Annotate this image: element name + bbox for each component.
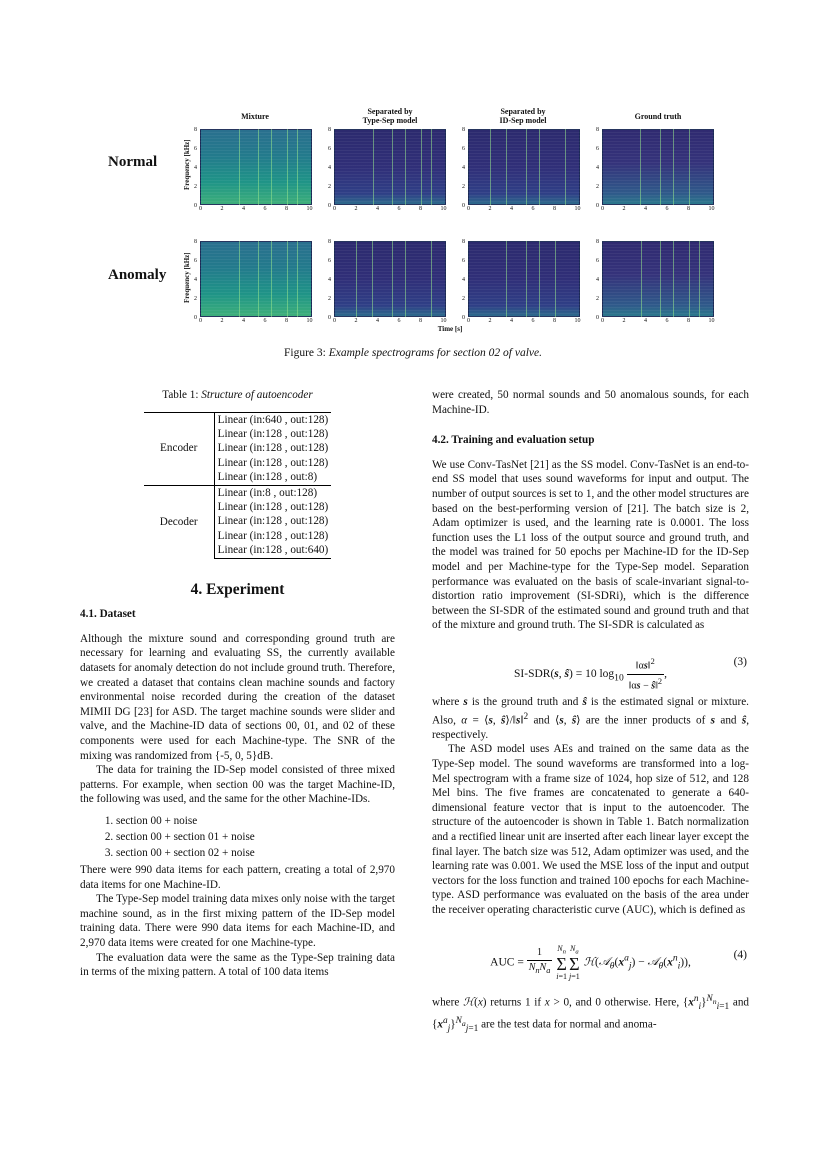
onset-line [526,241,527,317]
subsection-title-dataset: 4.1. Dataset [80,608,136,621]
spectrogram-texture [602,129,714,205]
onset-line [506,241,507,317]
spectrogram-texture [334,129,446,205]
y-tick-label: 0 [462,203,465,209]
onset-line [689,241,690,317]
onset-line [392,241,393,317]
onset-line [258,129,259,205]
x-tick-label: 0 [199,206,202,212]
equation-number: (4) [733,948,747,961]
y-tick-label: 0 [596,203,599,209]
y-tick-label: 2 [194,184,197,190]
caption-prefix: Figure 3: [284,347,329,359]
onset-line [239,129,240,205]
x-tick-label: 2 [220,318,224,324]
x-tick-label: 2 [488,318,492,324]
y-tick-label: 6 [596,146,599,152]
paragraph: were created, 50 normal sounds and 50 anomalous sounds, for each Machine-ID. [432,389,749,416]
table-layer-cell: Linear (in:8 , out:128) [214,485,331,500]
x-tick-label: 4 [510,206,513,212]
x-axis-label: Time [s] [437,325,463,333]
y-tick-label: 2 [462,296,465,302]
onset-line [689,129,690,205]
y-tick-label: 8 [596,127,599,133]
equation-body: SI-SDR(s, ŝ) = 10 $\log_{10}$ $\frac{‖\alpha s‖^2}{‖\alpha s - ŝ‖^2}$ , [432,655,749,694]
figure-caption [0,347,826,359]
column-title-line: Type-Sep model [362,116,418,125]
y-axis-label: Frequency [kHz] [183,139,191,190]
table-layer-cell: Linear (in:128 , out:128) [217,456,329,469]
column-title-id-sep [458,107,588,125]
column-title-mixture: Mixture [241,112,269,121]
table-caption-prefix: Table 1: [162,389,202,401]
y-tick-label: 0 [596,315,599,321]
right-column [432,388,749,1037]
column-title-type-sep [325,107,455,125]
onset-line [641,241,642,317]
table-layer-cell: Linear (in:128 , out:128) [217,428,329,440]
spectrogram-texture [602,241,714,317]
x-tick-label: 6 [531,318,535,324]
x-tick-label: 6 [665,318,669,324]
onset-line [539,241,540,317]
x-tick-label: 0 [467,206,470,212]
figure-3 [0,0,826,370]
table-row [144,485,332,500]
onset-line [431,129,432,205]
onset-line [258,241,259,317]
onset-line [239,241,240,317]
paragraph: The evaluation data were the same as the Type-Sep training data in terms of the mixing pattern. A total of 100 data items [80,951,395,979]
x-tick-label: 0 [333,318,336,324]
y-tick-label: 0 [194,315,197,321]
y-tick-label: 8 [328,127,331,133]
x-tick-label: 8 [553,206,556,212]
spectrogram-panel [334,241,446,317]
spectrogram-texture [200,241,312,317]
y-tick-label: 2 [462,184,465,190]
y-tick-label: 4 [462,165,465,171]
x-tick-label: 10 [574,318,581,324]
x-tick-label: 0 [199,318,202,324]
y-tick-label: 4 [462,277,465,283]
x-tick-label: 0 [601,206,604,212]
y-tick-label: 0 [462,315,465,321]
table-caption-text: Structure of autoencoder [201,389,313,401]
caption-text: Example spectrograms for section 02 of valve. [328,347,542,359]
x-tick-label: 4 [376,206,379,212]
spectrogram-panel [200,129,312,205]
x-tick-label: 10 [306,206,313,212]
x-tick-label: 8 [419,318,422,324]
autoencoder-table [144,412,332,559]
y-tick-label: 6 [462,146,465,152]
equation-3 [432,647,749,692]
x-tick-label: 6 [263,318,267,324]
y-tick-label: 4 [596,277,599,283]
sum-symbol: $N_a$ Σ j=1 [569,943,580,982]
y-tick-label: 0 [194,203,197,209]
onset-line [356,241,357,317]
onset-line [297,241,298,317]
row-label-anomaly: Anomaly [108,267,167,283]
y-tick-label: 0 [328,203,331,209]
y-tick-label: 6 [194,146,197,152]
y-tick-label: 4 [194,277,197,283]
x-tick-label: 2 [220,206,224,212]
onset-line [660,129,661,205]
onset-line [565,129,566,205]
x-tick-label: 8 [419,206,422,212]
text-run: and 0 otherwise. Here, [571,996,680,1009]
x-tick-label: 6 [397,206,401,212]
y-tick-label: 0 [328,315,331,321]
x-tick-label: 0 [333,206,336,212]
y-tick-label: 2 [194,296,197,302]
table-layer-cell: Linear (in:128 , out:128) [217,501,329,514]
onset-line [392,129,393,205]
table-group-label: Encoder [144,412,214,485]
paragraph: There were 990 data items for each pattern, creating a total of 2,970 data items for one Machine-ID. [80,863,395,891]
x-tick-label: 4 [242,206,245,212]
onset-line [421,129,422,205]
equation-number: (3) [733,655,747,668]
left-column [80,388,395,980]
y-tick-label: 4 [328,165,331,171]
y-tick-label: 6 [596,258,599,264]
column-title-line: Separated by [500,107,546,116]
x-tick-label: 10 [708,206,715,212]
spectrogram-panel [200,241,312,317]
x-tick-label: 2 [354,318,358,324]
paragraph: We use Conv-TasNet [21] as the SS model. Conv-TasNet is an end-to-end SS model that uses sound waveforms for input and output. The number of output sources is set to 1, and the other model structures are based on the best-performing version of [21]. The batch size is 2, Adam optimizer is used, and the learning rate is 0.0001. The loss function uses the L1 loss of the output source and ground truth, and the model was trained for 50 epochs per Machine-ID for the ID-Sep model and per Machine-type for the Type-Sep model. Separation performance was evaluated on the basis of scale-invariant signal-to-distortion ratio improvement (SI-SDRi), which is the difference between the SI-SDR of the estimated sound and ground truth and that of the mixture and ground truth. The SI-SDR is calculated as [432,458,749,632]
equation-fraction: $\frac{1}{N_nN_a}$ [528,946,551,976]
table-layer-cell: Linear (in:640 , out:128) [214,412,331,427]
y-tick-label: 6 [328,258,331,264]
y-tick-label: 8 [194,239,197,245]
x-tick-label: 4 [510,318,513,324]
onset-line [297,129,298,205]
x-tick-label: 8 [285,318,288,324]
x-tick-label: 6 [531,206,535,212]
column-title-line: ID-Sep model [499,116,547,125]
y-tick-label: 8 [328,239,331,245]
spectrogram-texture [334,241,446,317]
x-tick-label: 6 [665,206,669,212]
y-tick-label: 6 [462,258,465,264]
paragraph: where ℋ(x) returns 1 if x > 0, and 0 otherwise. Here, $\{x^n_i\}^{N_n}_{i=1}$ and $\{x^a_j\}^{N_a}_{j=1}$ are the test data for normal and anoma- [432,993,750,1035]
x-tick-label: 2 [622,318,626,324]
x-tick-label: 2 [622,206,626,212]
subsection-title-training: 4.2. Training and evaluation setup [432,434,595,447]
spectrogram-texture [468,241,580,317]
x-tick-label: 8 [553,318,556,324]
onset-line [673,241,674,317]
onset-line [287,241,288,317]
x-tick-label: 2 [354,206,358,212]
equation-fraction: $\frac{‖\alpha s‖^2}{‖\alpha s - ŝ‖^2}$ [628,656,663,692]
spectrogram-panel [468,129,580,205]
onset-line [271,241,272,317]
onset-line [490,129,491,205]
text-run: are the inner products of [580,714,711,727]
y-tick-label: 8 [596,239,599,245]
x-tick-label: 10 [708,318,715,324]
list-item: 3. section 00 + section 02 + noise [116,845,395,861]
y-tick-label: 6 [194,258,197,264]
x-tick-label: 10 [574,206,581,212]
y-tick-label: 8 [194,127,197,133]
text-run: and [528,714,555,727]
y-tick-label: 6 [328,146,331,152]
x-tick-label: 10 [440,206,447,212]
onset-line [372,241,373,317]
onset-line [405,241,406,317]
text-run: are the test data for normal and anoma- [478,1018,657,1031]
x-tick-label: 10 [440,318,447,324]
paragraph: where s is the ground truth and ŝ is the estimated signal or mixture. Also, α = ⟨s, ŝ⟩/‖s‖$^2$ and ⟨s, ŝ⟩ are the inner products of s and ŝ, respectively. [432,695,749,741]
onset-line [526,129,527,205]
table-layer-cell: Linear (in:128 , out:640) [214,543,331,558]
onset-line [405,129,406,205]
x-tick-label: 8 [687,318,690,324]
paragraph: The Type-Sep model training data mixes only noise with the target machine sound, as in the first mixing pattern of the ID-Sep model training data. There were 990 data items for each Machine-ID, and 2,970 data items were created for one Machine-type. [80,893,395,949]
x-tick-label: 4 [242,318,245,324]
spectrogram-texture [468,129,580,205]
onset-line [431,241,432,317]
spectrogram-panel [602,241,714,317]
mixing-pattern-list [80,813,395,861]
x-tick-label: 6 [263,206,267,212]
table-group-label: Decoder [144,485,214,558]
spectrogram-texture [200,129,312,205]
x-tick-label: 0 [467,318,470,324]
x-tick-label: 10 [306,318,313,324]
onset-line [660,241,661,317]
text-run: is the estimated signal or mixture. Also, [432,695,749,727]
x-tick-label: 8 [285,206,288,212]
table-caption [80,388,395,403]
column-title-ground-truth: Ground truth [634,112,682,121]
list-item: 1. section 00 + noise [116,813,395,829]
onset-line [287,129,288,205]
table-layer-cell: Linear (in:128 , out:128) [217,529,329,542]
section-title: 4. Experiment [190,580,285,598]
onset-line [373,129,374,205]
spectrogram-panel [334,129,446,205]
onset-line [506,129,507,205]
x-tick-label: 2 [488,206,492,212]
y-tick-label: 4 [596,165,599,171]
y-tick-label: 8 [462,239,465,245]
x-tick-label: 4 [644,206,647,212]
y-tick-label: 4 [194,165,197,171]
y-tick-label: 2 [328,184,331,190]
y-tick-label: 2 [596,184,599,190]
paragraph: The ASD model uses AEs and trained on the same data as the Type-Sep model. The sound waveforms are transformed into a log-Mel spectrogram with a frame size of 1024, hop size of 512, and 128 Mel bins. The five frames are concatenated to generate a 640-dimensional feature vector that is input to the autoencoder. The structure of the autoencoder is shown in Table 1. Batch normalization and a rectified linear unit are inserted after each linear layer except the final layer. The batch size was 512, Adam optimizer was used, and the learning rate was 0.001. We used the MSE loss of the input and output vectors for the loss function and trained 100 epochs for each Machine-type. ASD performance was evaluated on the basis of the area under the receiver operating characteristic curve (AUC), which is defined as [432,743,749,916]
row-label-normal: Normal [108,154,158,170]
x-tick-label: 4 [644,318,647,324]
x-tick-label: 8 [687,206,690,212]
column-title-line: Separated by [367,107,413,116]
y-tick-label: 2 [596,296,599,302]
equation-body: AUC = $\frac{1}{N_nN_a}$ $N_n$ Σ $i=1N_a$ Σ j=1 $ℋ(𝒜_\theta(x^a_j)$ − $𝒜_\theta(x^n_i)$), [490,943,691,982]
table-layer-cell: Linear (in:128 , out:128) [217,442,329,455]
spectrogram-panel [468,241,580,317]
list-item: 2. section 00 + section 01 + noise [116,829,395,845]
x-tick-label: 0 [601,318,604,324]
paragraph: Although the mixture sound and corresponding ground truth are necessary for learning and evaluating SS, the currently available datasets for anomaly detection do not include ground truth. Therefore, we created a dataset that contains clean machine sounds and factory environmental noise recorded during the creation of the dataset MIMII DG [23] for ASD. The target machine sounds were slider and valve, and the Machine-ID data of sections 00, 01, and 02 of these components were used for each Machine-type. The SNR of the mixing was randomized from {-5, 0, 5}dB. [80,632,395,762]
table-layer-cell: Linear (in:128 , out:128) [217,515,329,528]
table-row [144,412,332,427]
sum-symbol: $N_n$ Σ i=1 [556,943,568,982]
x-tick-label: 4 [376,318,379,324]
onset-line [539,129,540,205]
text-run: is the ground truth and [467,695,583,708]
y-axis-label: Frequency [kHz] [183,252,191,303]
onset-line [699,241,700,317]
onset-line [673,129,674,205]
x-tick-label: 6 [397,318,401,324]
onset-line [640,129,641,205]
onset-line [555,241,556,317]
equation-4 [432,932,749,982]
text-run: returns 1 if [486,996,545,1009]
paragraph: The data for training the ID-Sep model consisted of three mixed patterns. For example, when section 00 was the target Machine-ID, the following was used, and the same for the other Machine-IDs. [80,764,395,806]
y-tick-label: 2 [328,296,331,302]
spectrogram-panel [602,129,714,205]
y-tick-label: 8 [462,127,465,133]
onset-line [271,129,272,205]
table-layer-cell: Linear (in:128 , out:8) [217,471,318,484]
y-tick-label: 4 [328,277,331,283]
